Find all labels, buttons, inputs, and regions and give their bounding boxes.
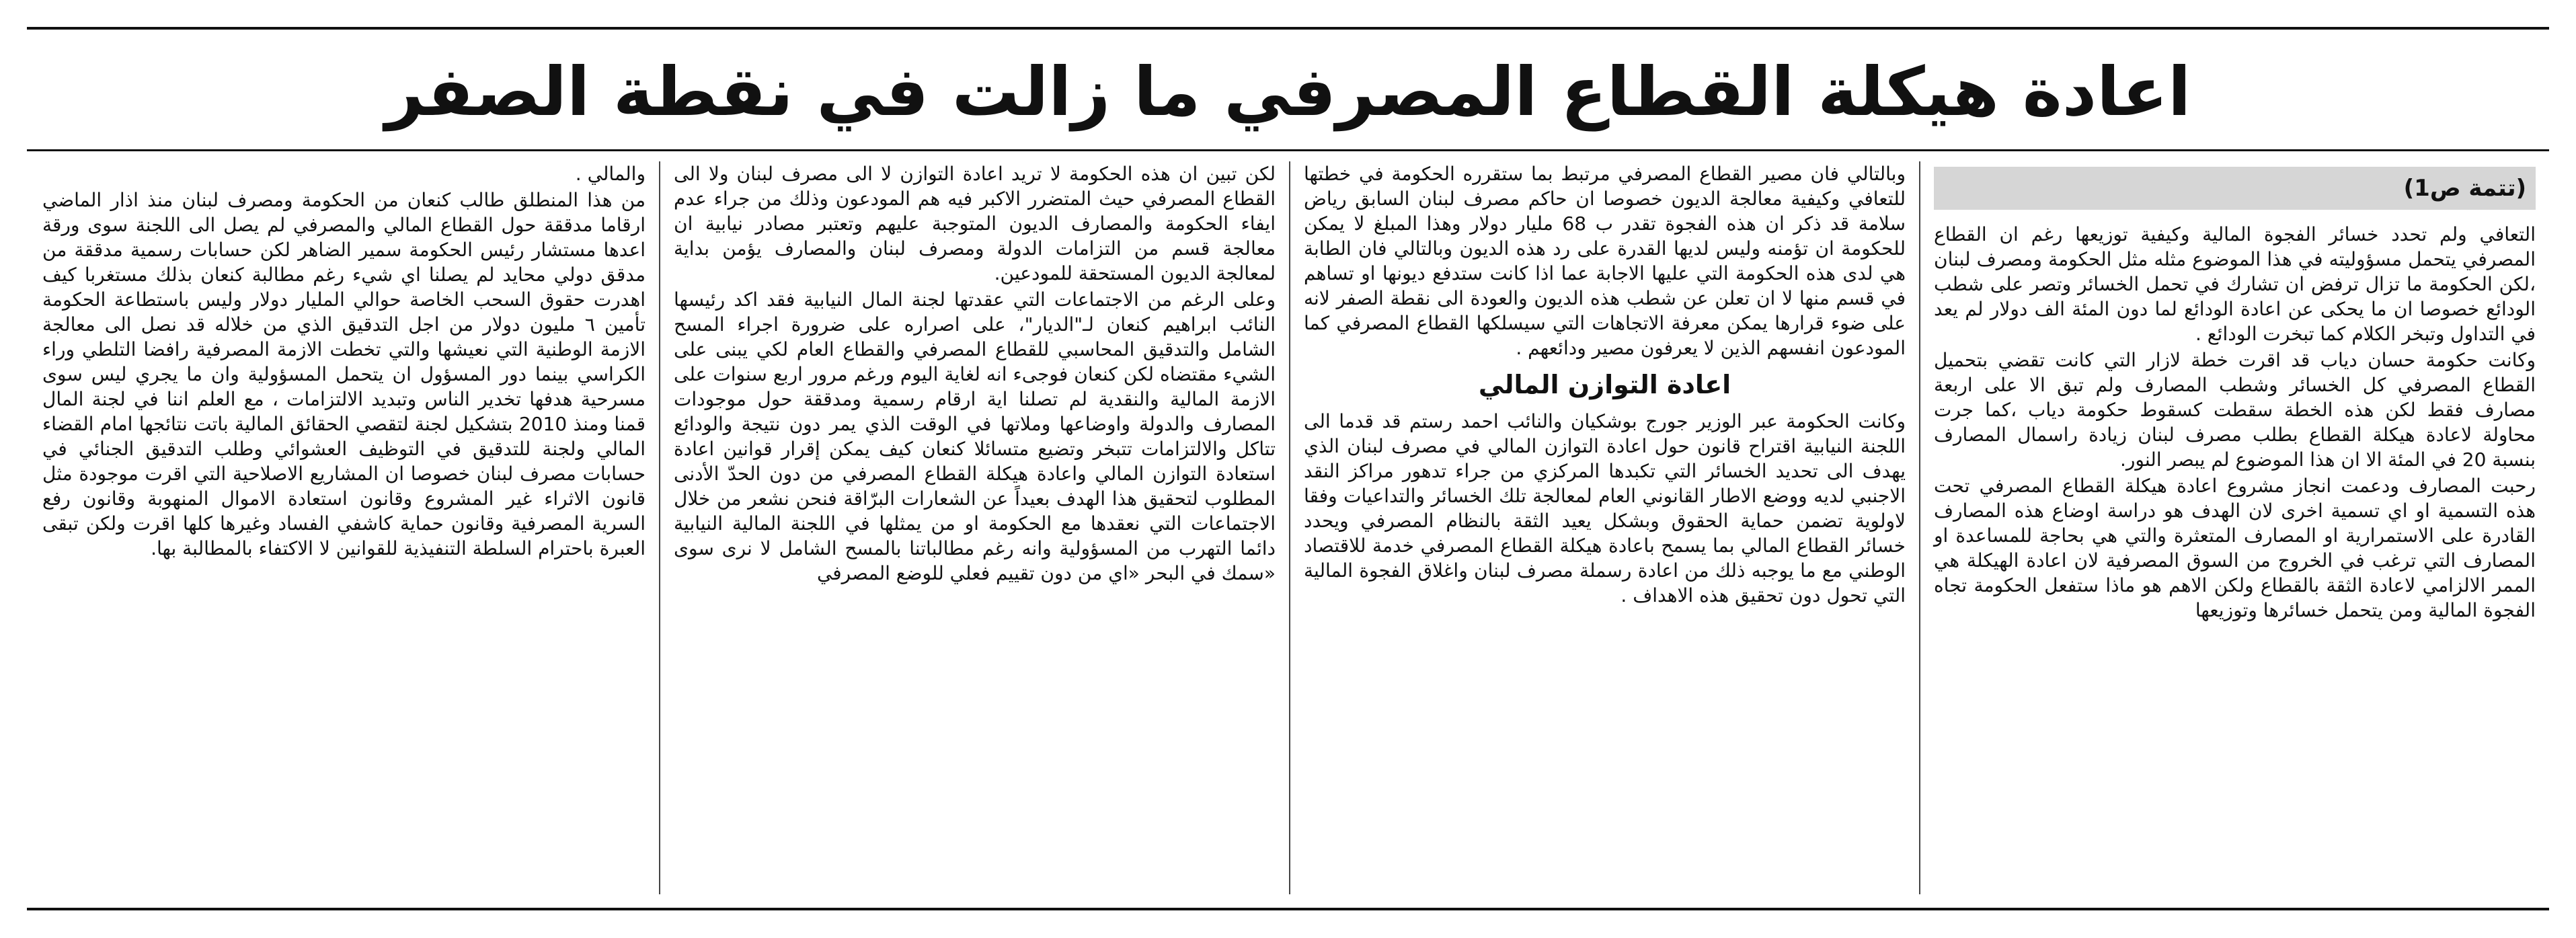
paragraph: وكانت الحكومة عبر الوزير جورج بوشكيان والنائب احمد رستم قد قدما الى اللجنة النيابية اقتراح قانون حول اعادة التوازن المالي في مصرف لبنان الذي يهدف الى تحديد الخسائر التي تكبدها المركزي من جراء تدهور مراكز النقد الاجنبي لديه ووضع الاطار القانوني العام لمعالجة تلك الخسائر والتداعيات وفقا لاولوية تضمن حماية الحقوق وبشكل يعيد الثقة بالنظام المصرفي ويحدد خسائر القطاع المالي بما يسمح باعادة هيكلة القطاع المصرفي خدمة للاقتصاد الوطني مع ما يوجبه ذلك من اعادة رسملة مصرف لبنان واغلاق الفجوة المالية التي تحول دون تحقيق هذه الاهداف . bbox=[1304, 410, 1906, 607]
column-2 bbox=[1289, 161, 1919, 894]
headline-rule bbox=[27, 149, 2549, 151]
paragraph: وكانت حكومة حسان دياب قد اقرت خطة لازار التي كانت تقضي بتحميل القطاع المصرفي كل الخسائر وشطب المصارف ولم تبق الا على اربعة مصارف فقط لكن هذه الخطة سقطت كسقوط حكومة دياب ،كما جرت محاولة لاعادة هيكلة القطاع بطلب مصرف لبنان زيادة راسمال المصارف بنسبة 20 في المئة الا ان هذا الموضوع لم يبصر النور. bbox=[1934, 349, 2536, 471]
headline: اعادة هيكلة القطاع المصرفي ما زالت في نقطة الصفر bbox=[385, 52, 2191, 131]
column-4 bbox=[29, 161, 659, 894]
paragraph: والمالي . bbox=[575, 163, 646, 185]
top-rule bbox=[27, 27, 2549, 30]
paragraph: وبالتالي فان مصير القطاع المصرفي مرتبط بما ستقرره الحكومة في خطتها للتعافي وكيفية معالجة الديون خصوصا ان حاكم مصرف لبنان السابق رياض سلامة قد ذكر ان هذه الفجوة تقدر ب 68 مليار دولار وهذا المبلغ لا يمكن للحكومة ان تؤمنه وليس لديها القدرة على رد هذه الديون وبالتالي فان الطابة هي لدى هذه الحكومة التي عليها الاجابة عما اذا كانت ستدفع ديونها او تساهم في قسم منها لا ان تعلن عن شطب هذه الديون والعودة الى نقطة الصفر لانه على ضوء قرارها يمكن معرفة الاتجاهات التي سيسلكها القطاع المصرفي كما المودعون انفسهم الذين لا يعرفون مصير ودائعهم . bbox=[1304, 163, 1906, 359]
column-1 bbox=[1919, 161, 2549, 894]
paragraph: التعافي ولم تحدد خسائر الفجوة المالية وكيفية توزيعها رغم ان القطاع المصرفي يتحمل مسؤوليته في هذا الموضوع مثله مثل الحكومة ومصرف لبنان ،لكن الحكومة ما تزال ترفض ان تشارك في تحمل الخسائر وتصر على شطب الودائع خصوصا ان ما يحكى عن اعادة الودائع لما دون المئة الف دولار لم يعد في التداول وتبخر الكلام كما تبخرت الودائع . bbox=[1934, 223, 2536, 345]
paragraph: رحبت المصارف ودعمت انجاز مشروع اعادة هيكلة القطاع المصرفي تحت هذه التسمية او اي تسمية اخرى لان الهدف هو دراسة اوضاع هذه المصارف القادرة على الاستمرارية او المصارف المتعثرة والتي هي بحاجة للمساعدة او المصارف التي ترغب في الخروج من السوق المصرفية لان اعادة الهيكلة هي الممر الالزامي لاعادة الثقة بالقطاع ولكن الاهم هو ماذا ستفعل الحكومة تجاه الفجوة المالية ومن يتحمل خسائرها وتوزيعها bbox=[1934, 475, 2536, 621]
bottom-rule bbox=[27, 908, 2549, 910]
article-body bbox=[27, 161, 2549, 894]
paragraph: من هذا المنطلق طالب كنعان من الحكومة ومصرف لبنان منذ اذار الماضي ارقاما مدققة حول القطاع المالي والمصرفي لم يصل الى اللجنة سوى ورقة اعدها مستشار رئيس الحكومة سمير الضاهر لكن حسابات رسمية مدققة من مدقق دولي محايد لم يصلنا اي شيء رغم مطالبة كنعان بذلك مستغربا كيف اهدرت حقوق السحب الخاصة حوالي المليار دولار وليس باستطاعة الحكومة تأمين ٦ مليون دولار من اجل التدقيق الذي من خلاله قد نصل الى معالجة الازمة الوطنية التي نعيشها والتي تخطت الازمة المصرفية رافضا التلطي وراء الكراسي بينما دور المسؤول ان يتحمل المسؤولية وان ما يجري ليس سوى مسرحية هدفها تخدير الناس وتبديد الالتزامات ، مع العلم اننا في لجنة المال قمنا ومنذ 2010 بتشكيل لجنة لتقصي الحقائق المالية باتت نتائجها امام القضاء المالي ولجنة للتدقيق في التوظيف العشوائي وطلب التدقيق الجنائي في حسابات مصرف لبنان خصوصا ان المشاريع الاصلاحية التي اقرت موجودة مثل قانون الاثراء غير المشروع وقانون استعادة الاموال المنهوبة وقانون رفع السرية المصرفية وقانون حماية كاشفي الفساد وغيرها كلها اقرت ولكن تبقى العبرة باحترام السلطة التنفيذية للقوانين لا الاكتفاء بالمطالبة بها. bbox=[42, 189, 646, 559]
paragraph: لكن تبين ان هذه الحكومة لا تريد اعادة التوازن لا الى مصرف لبنان ولا الى القطاع المصرفي حيث المتضرر الاكبر فيه هم المودعون وذلك من جراء عدم ايفاء الحكومة والمصارف الديون المتوجبة عليهم وتعتبر مصادر نيابية ان معالجة قسم من التزامات الدولة ومصرف لبنان والمصارف يؤمن بداية لمعالجة الديون المستحقة للمودعين. bbox=[674, 163, 1276, 284]
subheading: اعادة التوازن المالي bbox=[1478, 370, 1731, 399]
column-3 bbox=[659, 161, 1289, 894]
continued-label: (تتمة ص1) bbox=[1934, 167, 2536, 210]
paragraph: وعلى الرغم من الاجتماعات التي عقدتها لجنة المال النيابية فقد اكد رئيسها النائب ابراهيم كنعان لـ"الديار"، على اصراره على ضرورة اجراء المسح الشامل والتدقيق المحاسبي للقطاع المصرفي والقطاع العام لكي يبنى على الشيء مقتضاه لكن كنعان فوجىء انه لغاية اليوم ورغم مرور اربع سنوات على الازمة المالية والنقدية لم تصلنا اية ارقام رسمية ومدققة حول موجودات المصارف والدولة واوضاعها وملاتها في الوقت الذي يمر دون نتيجة والودائع تتاكل والالتزامات تتبخر وتضيع متسائلا كنعان كيف يمكن إقرار قوانين اعادة استعادة التوازن المالي واعادة هيكلة القطاع المصرفي من دون الحدّ الأدنى المطلوب لتحقيق هذا الهدف بعيداً عن الشعارات البرّاقة فنحن نشعر من خلال الاجتماعات التي نعقدها مع الحكومة او من يمثلها في اللجنة المالية النيابية دائما التهرب من المسؤولية وانه رغم مطالباتنا بالمسح الشامل لا نرى سوى «سمك في البحر «اي من دون تقييم فعلي للوضع المصرفي bbox=[674, 288, 1276, 584]
